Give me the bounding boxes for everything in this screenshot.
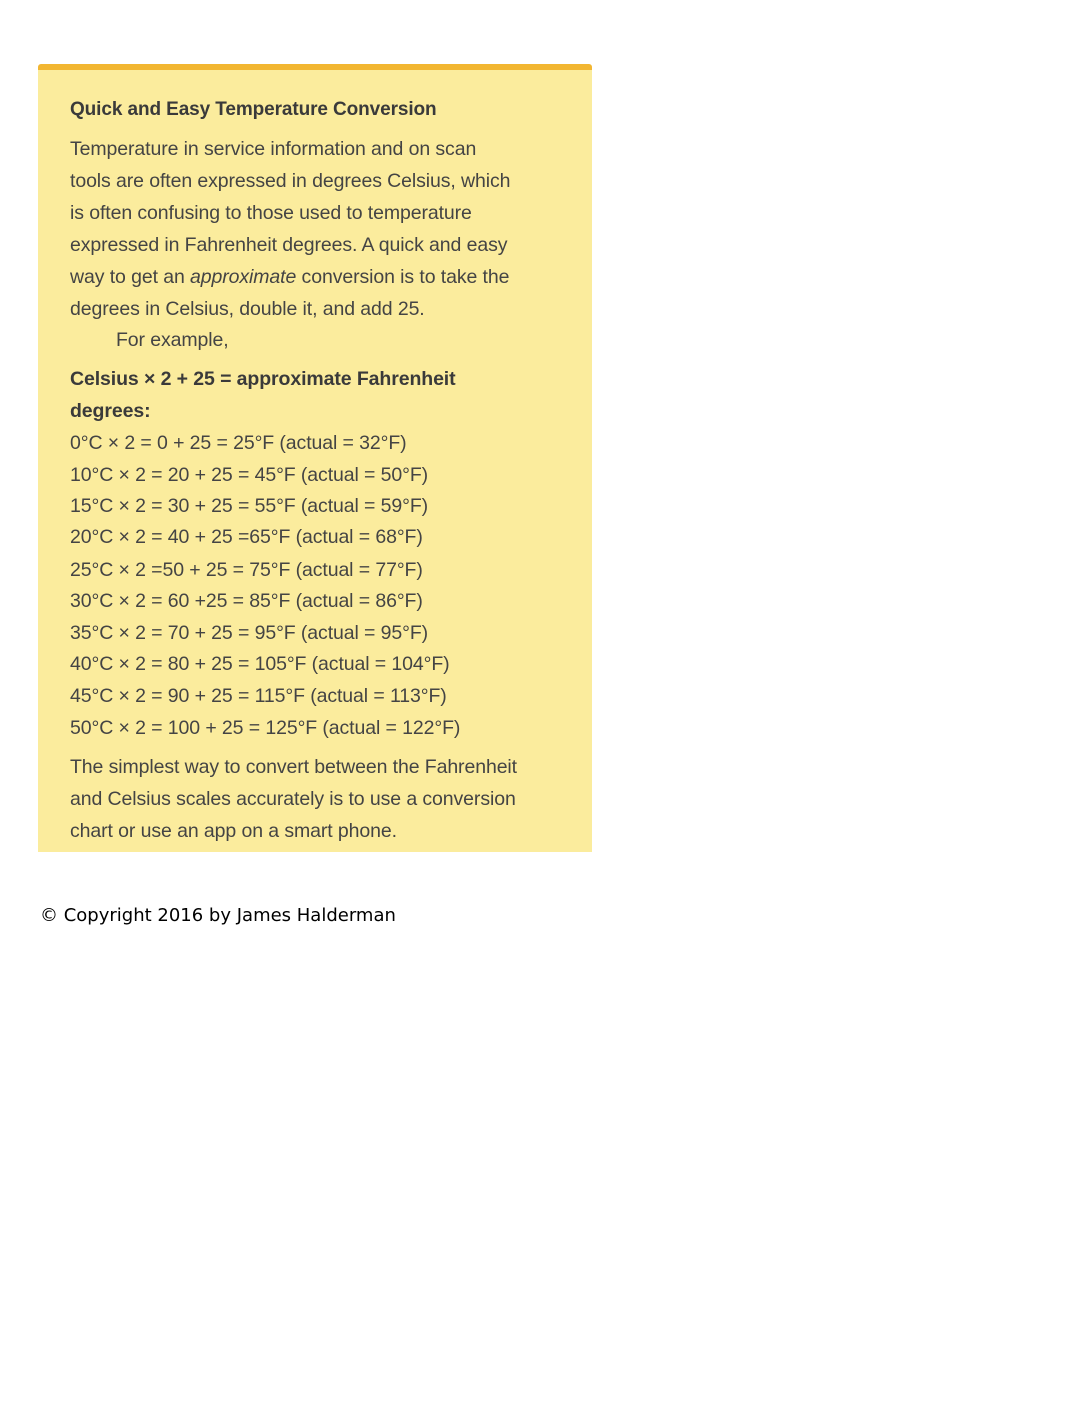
formula-line-2: degrees: [70,400,151,422]
intro-line-1: Temperature in service information and on scan [70,138,477,160]
example-row: 20°C × 2 = 40 + 25 =65°F (actual = 68°F) [70,526,423,548]
intro-line-5-italic: approximate [190,266,297,288]
intro-line-5-before: way to get an [70,266,191,288]
temperature-conversion-callout [38,64,592,852]
intro-line-4: expressed in Fahrenheit degrees. A quick and easy [70,234,508,256]
intro-line-5-after: conversion is to take the [296,266,510,288]
copyright-notice: © Copyright 2016 by James Halderman [40,905,396,926]
example-row: 40°C × 2 = 80 + 25 = 105°F (actual = 104°F) [70,653,450,675]
closing-line-2: and Celsius scales accurately is to use a conversion [70,788,516,810]
intro-line-6: degrees in Celsius, double it, and add 25. [70,298,425,320]
example-row: 50°C × 2 = 100 + 25 = 125°F (actual = 122°F) [70,717,461,739]
formula-line-1: Celsius × 2 + 25 = approximate Fahrenheit [70,368,456,390]
callout-title: Quick and Easy Temperature Conversion [70,99,437,120]
intro-line-3: is often confusing to those used to temperature [70,202,472,224]
closing-line-1: The simplest way to convert between the Fahrenheit [70,756,517,778]
intro-line-5 [70,265,509,289]
example-row: 0°C × 2 = 0 + 25 = 25°F (actual = 32°F) [70,432,407,454]
example-lead: For example, [116,329,229,351]
intro-line-2: tools are often expressed in degrees Celsius, which [70,170,511,192]
closing-line-3: chart or use an app on a smart phone. [70,820,397,842]
example-row: 45°C × 2 = 90 + 25 = 115°F (actual = 113°F) [70,685,447,707]
example-row: 30°C × 2 = 60 +25 = 85°F (actual = 86°F) [70,590,423,612]
example-row: 10°C × 2 = 20 + 25 = 45°F (actual = 50°F) [70,464,429,486]
example-row: 15°C × 2 = 30 + 25 = 55°F (actual = 59°F) [70,495,429,517]
example-row: 35°C × 2 = 70 + 25 = 95°F (actual = 95°F) [70,622,429,644]
example-row: 25°C × 2 =50 + 25 = 75°F (actual = 77°F) [70,559,423,581]
